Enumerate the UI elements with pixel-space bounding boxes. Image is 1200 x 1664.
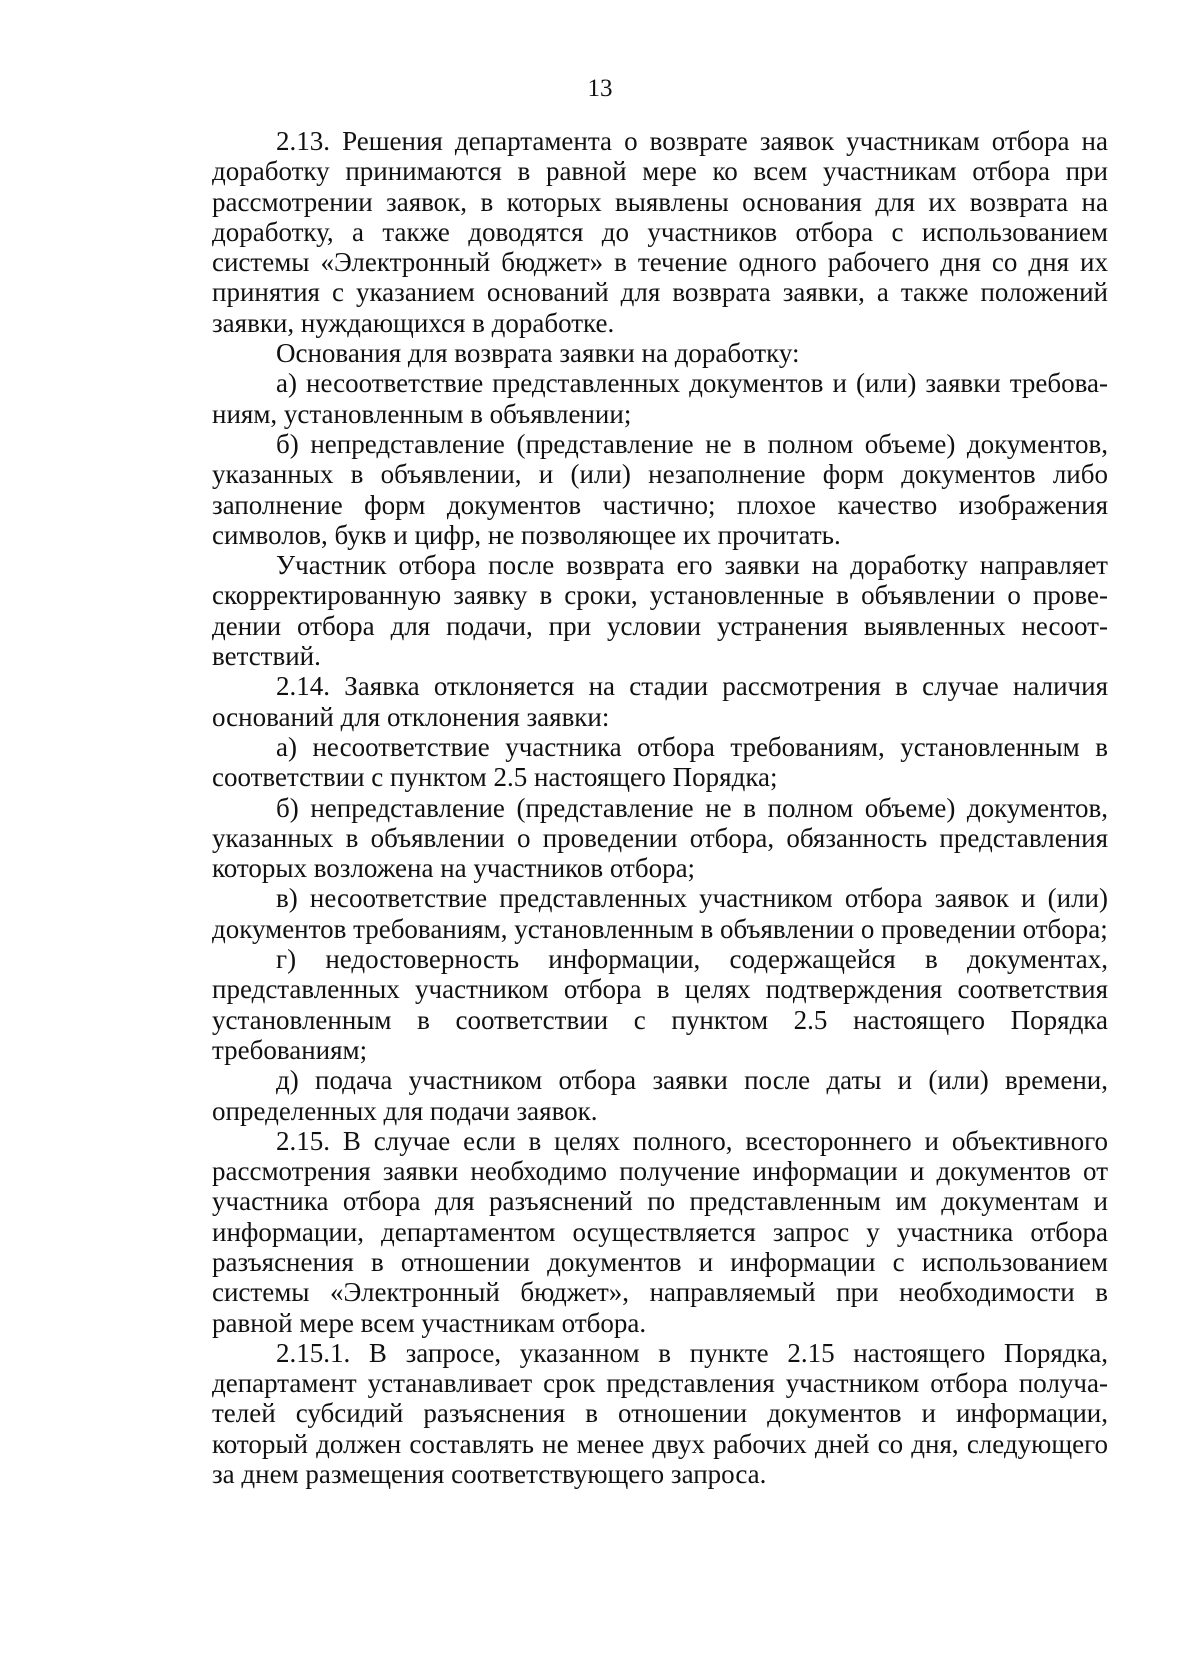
paragraph-reject-c: в) несоответствие представленных участником отбора заявок и (или) документов требованиям, установленным в объявлении о проведении отбора; bbox=[212, 883, 1108, 944]
paragraph-resubmission: Участник отбора после возврата его заявки на доработку направляет скорректированную заявку в сроки, установленные в объявлении о проведении отбора для подачи, при условии устранения выявленных несоответствий. bbox=[212, 550, 1108, 672]
page-number: 13 bbox=[587, 75, 613, 102]
paragraph-return-grounds: Основания для возврата заявки на доработку: bbox=[276, 338, 800, 369]
paragraph-2-15: 2.15. В случае если в целях полного, всестороннего и объективного рассмотрения заявки необходимо получение информации и документов от участника отбора для разъяснений по представленным им документам и информации, департаментом осуществляется запрос у участника отбора разъяснения в отношении документов и информации с использованием системы «Электронный бюджет», направляемый при необходимости в равной мере всем участникам отбора. bbox=[212, 1125, 1108, 1338]
document-body bbox=[212, 126, 1108, 1489]
paragraph-2-14: 2.14. Заявка отклоняется на стадии рассмотрения в случае наличия оснований для отклонения заявки: bbox=[212, 671, 1108, 732]
paragraph-reject-d: г) недостоверность информации, содержащейся в документах, представленных участником отбора в целях подтверждения соответствия установленным в соответствии с пунктом 2.5 настоящего Порядка требованиям; bbox=[212, 944, 1108, 1065]
paragraph-return-b: б) непредставление (представление не в полном объеме) документов, указанных в объявлении, и (или) незаполнение форм документов либо заполнение форм документов частично; плохое качество изображения символов, букв и цифр, не позволяющее их прочитать. bbox=[212, 428, 1108, 550]
paragraph-reject-e: д) подача участником отбора заявки после даты и (или) времени, определенных для подачи заявок. bbox=[212, 1065, 1108, 1126]
paragraph-reject-a: а) несоответствие участника отбора требованиям, установленным в соответствии с пунктом 2.5 настоящего Порядка; bbox=[212, 731, 1108, 793]
paragraph-return-a: а) несоответствие представленных документов и (или) заявки требованиям, установленным в объявлении; bbox=[212, 368, 1108, 429]
paragraph-2-15-1: 2.15.1. В запросе, указанном в пункте 2.15 настоящего Порядка, департамент устанавливает срок представления участником отбора получателей субсидий разъяснения в отношении документов и информации, который должен составлять не менее двух рабочих дней со дня, следующего за днем размещения соответствующего запроса. bbox=[212, 1337, 1108, 1490]
paragraph-2-13: 2.13. Решения департамента о возврате заявок участникам отбора на доработку принимаются в равной мере ко всем участникам отбора при рассмотрении заявок, в которых выявлены основания для их возврата на доработку, а также доводятся до участников отбора с использованием системы «Электронный бюджет» в течение одного рабочего дня со дня их принятия с указанием оснований для возврата заявки, а также положений заявки, нуждающихся в доработке. bbox=[212, 126, 1108, 338]
paragraph-reject-b: б) непредставление (представление не в полном объеме) документов, указанных в объявлении о проведении отбора, обязанность представления которых возложена на участников отбора; bbox=[212, 792, 1108, 884]
